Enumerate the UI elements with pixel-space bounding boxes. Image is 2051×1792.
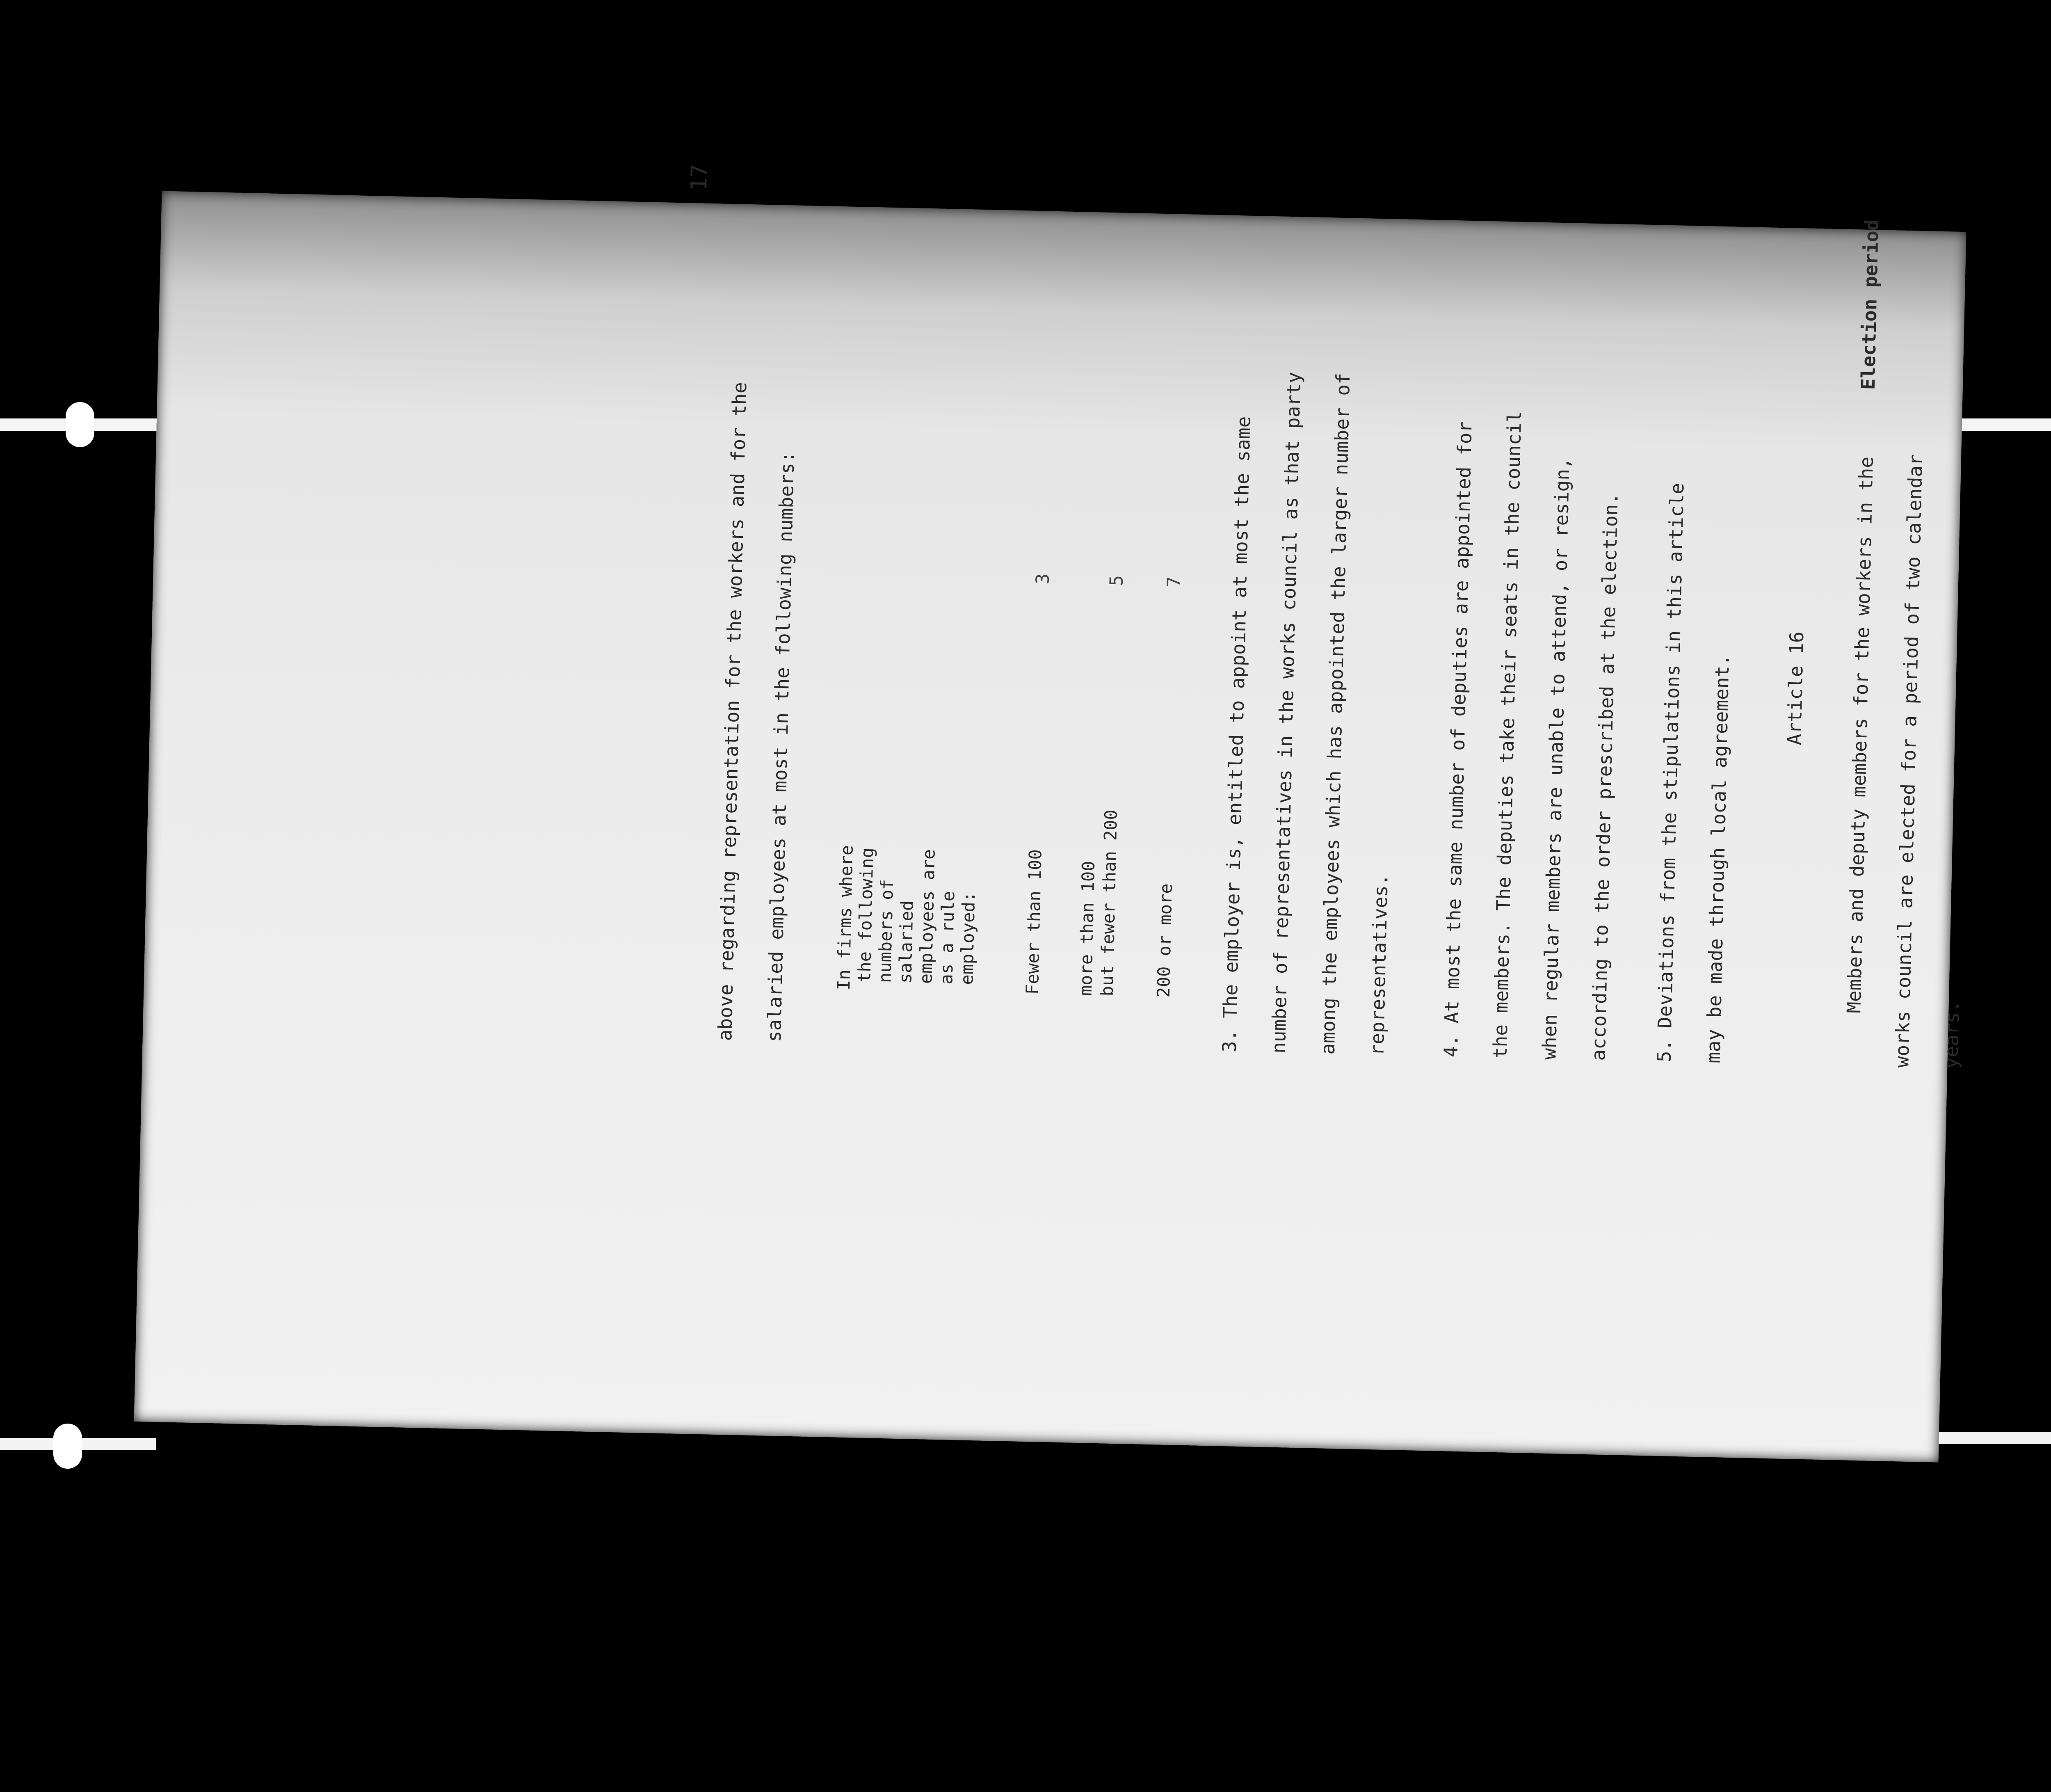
article-16-line: works council are elected for a period of two calendar: [1891, 454, 1927, 1068]
page-number: 17: [685, 164, 713, 191]
paragraph-4-line: according to the order prescribed at the election.: [1587, 492, 1622, 1061]
film-sprocket-bottom-left: [53, 1424, 82, 1469]
table-row-label: 200 or more: [1153, 883, 1176, 998]
intro-line-2: salaried employees at most in the following numbers:: [763, 451, 799, 1042]
table-header-line: employees are: [916, 849, 939, 984]
paragraph-4-line: when regular members are unable to attend, or resign,: [1538, 457, 1574, 1060]
article-16-line: years.: [1940, 1000, 1964, 1069]
paragraph-3-line: representatives.: [1366, 873, 1392, 1056]
paragraph-3-line: among the employees which has appointed the larger number of: [1316, 373, 1354, 1055]
table-header-line: numbers of: [875, 879, 897, 983]
table-row-label: Fewer than 100: [1022, 849, 1046, 995]
intro-line-1: above regarding representation for the workers and for the: [713, 382, 751, 1041]
film-sprocket-top-left: [66, 402, 94, 447]
table-header-line: as a rule: [936, 891, 959, 985]
margin-note: Election period: [1857, 219, 1883, 390]
table-row-label: more than 100 but fewer than 200: [1075, 809, 1121, 997]
document-content: [507, 0, 2051, 1308]
article-16-line: Members and deputy members for the workers in the: [1843, 456, 1877, 1014]
table-header-line: In firms where: [833, 845, 857, 991]
table-header-line: the following: [854, 847, 877, 983]
paragraph-4-line: 4. At most the same number of deputies are appointed for: [1439, 421, 1476, 1058]
table-row-value: 3: [1032, 573, 1053, 585]
table-row-value: 5: [1106, 575, 1127, 587]
article-heading: Article 16: [1783, 631, 1808, 745]
paragraph-3-line: 3. The employer is, entitled to appoint at most the same: [1218, 416, 1255, 1053]
table-row-value: 7: [1163, 576, 1185, 588]
paragraph-3-line: number of representatives in the works council as that party: [1267, 371, 1305, 1054]
paragraph-4-line: the members. The deputies take their seats in the council: [1489, 411, 1526, 1059]
table-header-line: salaried: [895, 900, 917, 984]
table-header-line: employed:: [957, 891, 979, 985]
document-page: [134, 164, 1966, 1462]
paragraph-5-line: may be made through local agreement.: [1702, 654, 1734, 1064]
paragraph-5-line: 5. Deviations from the stipulations in this article: [1653, 482, 1688, 1063]
